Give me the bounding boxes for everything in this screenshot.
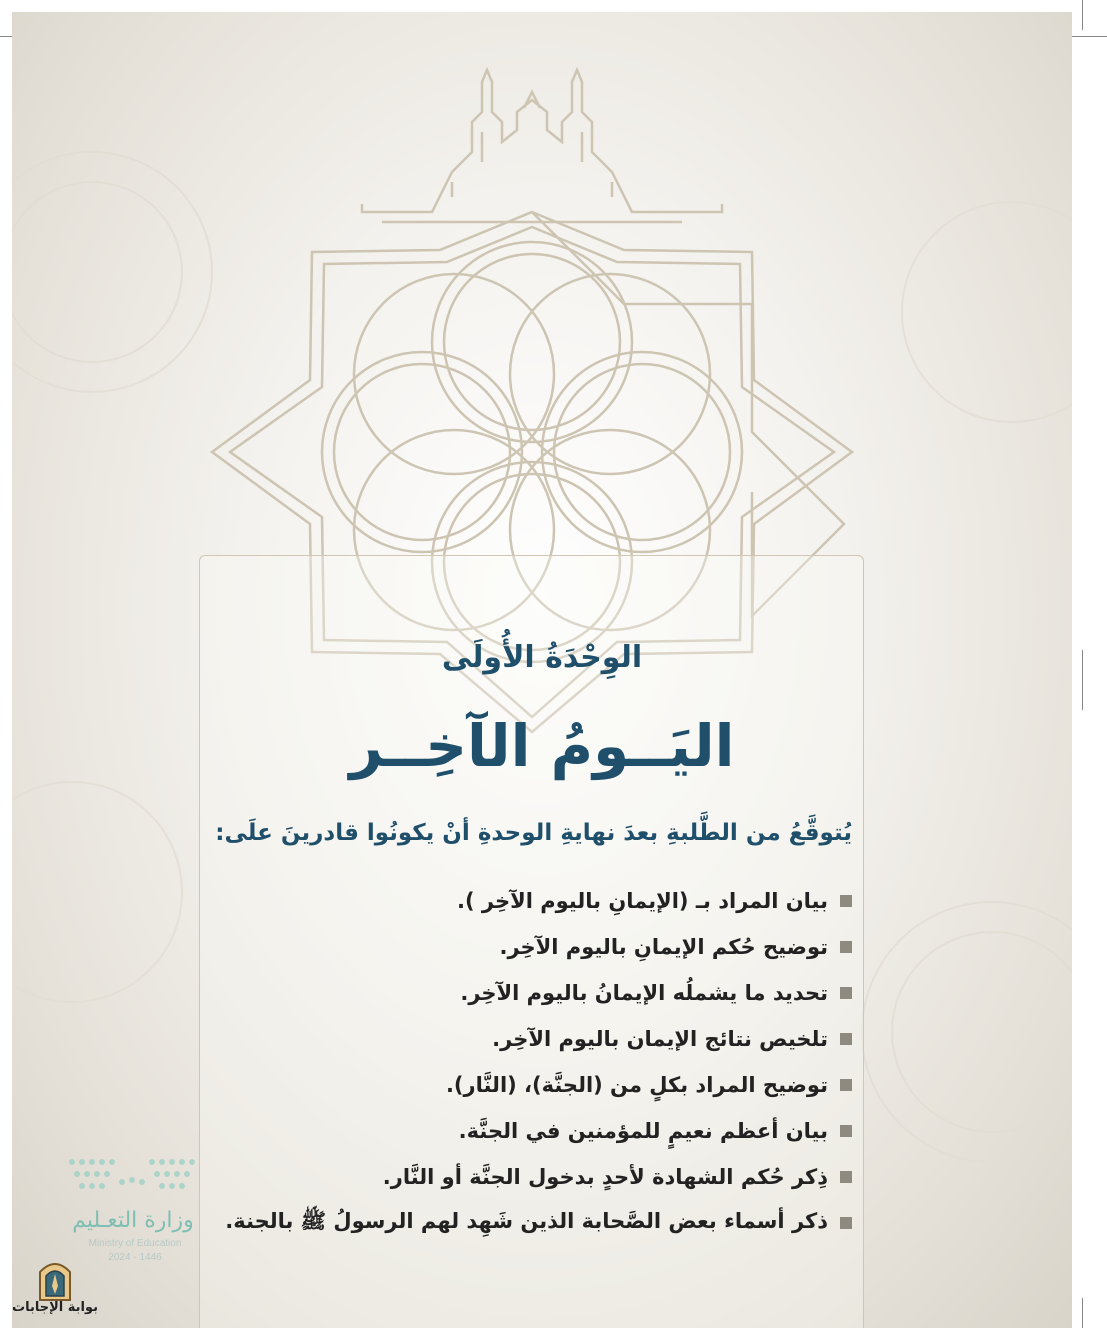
crop-mark	[1082, 650, 1083, 710]
answers-portal-badge-icon	[0, 1250, 110, 1328]
objectives-list	[212, 878, 852, 1246]
crop-mark	[1067, 36, 1107, 37]
square-bullet-icon	[840, 895, 852, 907]
objective-item	[212, 1016, 852, 1062]
ministry-logo-subtitle: Ministry of Education	[88, 1238, 182, 1249]
unit-cover-page	[12, 12, 1072, 1328]
objectives-intro: يُتوقَّعُ من الطَّلبةِ بعدَ نهايةِ الوحدةِ أنْ يكونُوا قادرينَ علَى:	[215, 820, 852, 846]
square-bullet-icon	[840, 1033, 852, 1045]
unit-title: اليَــومُ الآخِــر	[349, 712, 735, 780]
objective-item	[212, 1108, 852, 1154]
objective-item	[212, 1062, 852, 1108]
crop-mark	[1082, 0, 1083, 30]
square-bullet-icon	[840, 1079, 852, 1091]
square-bullet-icon	[840, 987, 852, 999]
square-bullet-icon	[840, 941, 852, 953]
unit-label: الوِحْدَةُ الأُولَى	[441, 640, 643, 675]
ministry-logo-text: وزارة التعـليم	[72, 1208, 194, 1233]
objective-item	[212, 1154, 852, 1200]
objective-item	[212, 970, 852, 1016]
objective-text: توضيح المراد بكلٍ من (الجنَّة)، (النَّار).	[445, 1073, 828, 1097]
objective-text: ذِكر حُكم الشهادة لأحدٍ بدخول الجنَّة أو النَّار.	[382, 1165, 828, 1189]
objective-text: تلخيص نتائج الإيمان باليوم الآخِر.	[492, 1027, 828, 1051]
square-bullet-icon	[840, 1217, 852, 1229]
objective-text: بيان المراد بـ (الإيمانِ باليوم الآخِر ).	[457, 889, 828, 913]
ministry-logo-year: 2024 - 1446	[108, 1252, 162, 1263]
square-bullet-icon	[840, 1125, 852, 1137]
objective-text: ذكر أسماء بعض الصَّحابة الذين شَهِد لهم الرسولُ ﷺ بالجنة.	[225, 1208, 828, 1233]
square-bullet-icon	[840, 1171, 852, 1183]
objective-item	[212, 878, 852, 924]
objective-item	[212, 924, 852, 970]
answers-portal-badge-text: بوابة الإجابات	[12, 1300, 98, 1315]
objective-text: بيان أعظم نعيمٍ للمؤمنين في الجنَّة.	[458, 1119, 828, 1143]
objective-text: تحديد ما يشملُه الإيمانُ باليوم الآخِر.	[460, 981, 828, 1005]
objective-item	[212, 1200, 852, 1246]
crop-mark	[1082, 1298, 1083, 1328]
objective-text: توضيح حُكم الإيمانِ باليوم الآخِر.	[499, 935, 828, 959]
